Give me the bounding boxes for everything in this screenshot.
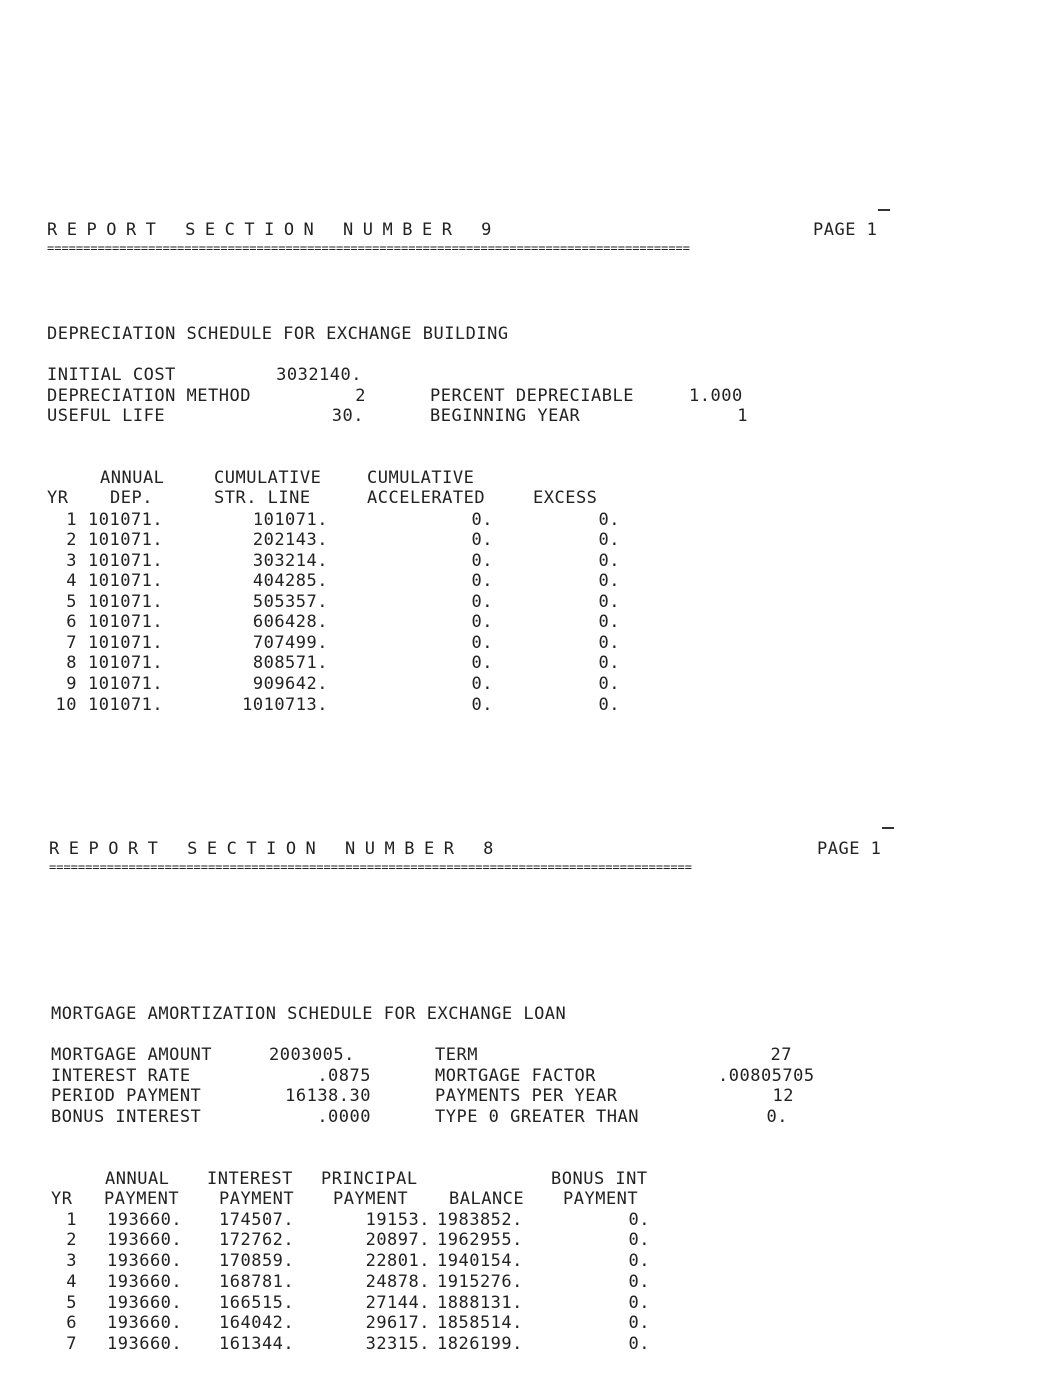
- row-excess: 0.: [598, 571, 620, 591]
- depreciation-method-value: 2: [355, 386, 366, 406]
- row-str: 606428.: [252, 612, 328, 632]
- row-acc: 0.: [471, 674, 493, 694]
- col-interest-payment: PAYMENT: [219, 1189, 295, 1209]
- col-dep: DEP.: [110, 488, 153, 508]
- row-acc: 0.: [471, 695, 493, 715]
- row-balance: 1983852.: [437, 1210, 523, 1230]
- col-annual: ANNUAL: [100, 468, 165, 488]
- mortgage-factor-label: MORTGAGE FACTOR: [435, 1066, 597, 1086]
- mortgage-amount-value: 2003005.: [269, 1045, 355, 1065]
- row-yr: 2: [66, 1230, 77, 1250]
- row-yr: 4: [66, 571, 77, 591]
- row-principal: 20897.: [365, 1230, 430, 1250]
- payments-per-year-value: 12: [772, 1086, 794, 1106]
- row-principal: 22801.: [365, 1251, 430, 1271]
- row-yr: 1: [66, 1210, 77, 1230]
- row-interest: 168781.: [219, 1272, 295, 1292]
- row-balance: 1888131.: [437, 1293, 523, 1313]
- row-excess: 0.: [598, 612, 620, 632]
- mortgage-amount-label: MORTGAGE AMOUNT: [51, 1045, 213, 1065]
- schedule-title: MORTGAGE AMORTIZATION SCHEDULE FOR EXCHANGE LOAN: [51, 1004, 567, 1024]
- page-corner-mark: [882, 827, 894, 829]
- interest-rate-label: INTEREST RATE: [51, 1066, 191, 1086]
- row-balance: 1826199.: [437, 1334, 523, 1354]
- beginning-year-label: BEGINNING YEAR: [430, 406, 581, 426]
- row-yr: 5: [66, 1293, 77, 1313]
- row-interest: 166515.: [219, 1293, 295, 1313]
- row-excess: 0.: [598, 674, 620, 694]
- row-bonus: 0.: [628, 1334, 650, 1354]
- row-dep: 101071.: [88, 612, 164, 632]
- row-balance: 1915276.: [437, 1272, 523, 1292]
- initial-cost-value: 3032140.: [276, 365, 362, 385]
- row-interest: 170859.: [219, 1251, 295, 1271]
- row-yr: 3: [66, 1251, 77, 1271]
- row-yr: 10: [55, 695, 77, 715]
- row-acc: 0.: [471, 633, 493, 653]
- row-yr: 7: [66, 1334, 77, 1354]
- row-interest: 164042.: [219, 1313, 295, 1333]
- row-excess: 0.: [598, 551, 620, 571]
- row-yr: 4: [66, 1272, 77, 1292]
- row-principal: 32315.: [365, 1334, 430, 1354]
- row-annual: 193660.: [107, 1334, 183, 1354]
- initial-cost-label: INITIAL COST: [47, 365, 176, 385]
- col-yr: YR: [47, 488, 69, 508]
- row-yr: 7: [66, 633, 77, 653]
- col-cumulative-str: CUMULATIVE: [214, 468, 322, 488]
- row-annual: 193660.: [107, 1230, 183, 1250]
- col-interest: INTEREST: [207, 1169, 293, 1189]
- row-excess: 0.: [598, 653, 620, 673]
- row-excess: 0.: [598, 633, 620, 653]
- row-str: 101071.: [252, 510, 328, 530]
- schedule-title: DEPRECIATION SCHEDULE FOR EXCHANGE BUILDING: [47, 324, 509, 344]
- bonus-interest-label: BONUS INTEREST: [51, 1107, 202, 1127]
- row-dep: 101071.: [88, 592, 164, 612]
- row-yr: 5: [66, 592, 77, 612]
- page-number: PAGE 1: [813, 220, 878, 240]
- col-principal: PRINCIPAL: [321, 1169, 418, 1189]
- row-balance: 1858514.: [437, 1313, 523, 1333]
- row-dep: 101071.: [88, 551, 164, 571]
- row-balance: 1940154.: [437, 1251, 523, 1271]
- row-principal: 19153.: [365, 1210, 430, 1230]
- bonus-interest-value: .0000: [317, 1107, 371, 1127]
- row-str: 808571.: [252, 653, 328, 673]
- row-principal: 27144.: [365, 1293, 430, 1313]
- col-annual: ANNUAL: [105, 1169, 170, 1189]
- row-dep: 101071.: [88, 571, 164, 591]
- row-annual: 193660.: [107, 1210, 183, 1230]
- row-str: 202143.: [252, 530, 328, 550]
- row-annual: 193660.: [107, 1293, 183, 1313]
- col-bonus-int: BONUS INT: [551, 1169, 648, 1189]
- section-header: REPORT SECTION NUMBER 9: [47, 220, 501, 240]
- row-str: 303214.: [252, 551, 328, 571]
- row-bonus: 0.: [628, 1230, 650, 1250]
- col-bonus-payment: PAYMENT: [563, 1189, 639, 1209]
- row-bonus: 0.: [628, 1293, 650, 1313]
- header-underline: =========================================================================================: [49, 860, 692, 874]
- type-greater-than-value: 0.: [766, 1107, 788, 1127]
- period-payment-value: 16138.30: [285, 1086, 371, 1106]
- row-bonus: 0.: [628, 1210, 650, 1230]
- mortgage-factor-value: .00805705: [718, 1066, 815, 1086]
- term-label: TERM: [435, 1045, 478, 1065]
- row-dep: 101071.: [88, 674, 164, 694]
- row-str: 1010713.: [242, 695, 328, 715]
- row-principal: 29617.: [365, 1313, 430, 1333]
- row-acc: 0.: [471, 571, 493, 591]
- row-interest: 161344.: [219, 1334, 295, 1354]
- col-yr: YR: [51, 1189, 73, 1209]
- row-principal: 24878.: [365, 1272, 430, 1292]
- row-annual: 193660.: [107, 1272, 183, 1292]
- col-str-line: STR. LINE: [214, 488, 311, 508]
- row-dep: 101071.: [88, 695, 164, 715]
- type-greater-than-label: TYPE 0 GREATER THAN: [435, 1107, 639, 1127]
- beginning-year-value: 1: [737, 406, 748, 426]
- row-yr: 8: [66, 653, 77, 673]
- col-excess: EXCESS: [533, 488, 598, 508]
- row-acc: 0.: [471, 653, 493, 673]
- col-cumulative-acc: CUMULATIVE: [367, 468, 475, 488]
- row-yr: 3: [66, 551, 77, 571]
- row-acc: 0.: [471, 530, 493, 550]
- row-interest: 174507.: [219, 1210, 295, 1230]
- row-dep: 101071.: [88, 653, 164, 673]
- period-payment-label: PERIOD PAYMENT: [51, 1086, 202, 1106]
- row-yr: 6: [66, 1313, 77, 1333]
- row-excess: 0.: [598, 510, 620, 530]
- row-excess: 0.: [598, 695, 620, 715]
- row-acc: 0.: [471, 592, 493, 612]
- col-annual-payment: PAYMENT: [104, 1189, 180, 1209]
- section-header: REPORT SECTION NUMBER 8: [49, 839, 503, 859]
- row-acc: 0.: [471, 510, 493, 530]
- row-str: 404285.: [252, 571, 328, 591]
- row-interest: 172762.: [219, 1230, 295, 1250]
- row-balance: 1962955.: [437, 1230, 523, 1250]
- col-principal-payment: PAYMENT: [333, 1189, 409, 1209]
- row-yr: 2: [66, 530, 77, 550]
- percent-depreciable-value: 1.000: [689, 386, 743, 406]
- header-underline: =========================================================================================: [47, 241, 690, 255]
- row-bonus: 0.: [628, 1313, 650, 1333]
- useful-life-value: 30.: [331, 406, 364, 426]
- row-yr: 6: [66, 612, 77, 632]
- useful-life-label: USEFUL LIFE: [47, 406, 166, 426]
- row-str: 505357.: [252, 592, 328, 612]
- row-dep: 101071.: [88, 633, 164, 653]
- col-balance: BALANCE: [449, 1189, 525, 1209]
- row-str: 707499.: [252, 633, 328, 653]
- page-number: PAGE 1: [817, 839, 882, 859]
- row-acc: 0.: [471, 551, 493, 571]
- col-accelerated: ACCELERATED: [367, 488, 486, 508]
- row-yr: 1: [66, 510, 77, 530]
- row-excess: 0.: [598, 592, 620, 612]
- term-value: 27: [770, 1045, 792, 1065]
- row-annual: 193660.: [107, 1251, 183, 1271]
- percent-depreciable-label: PERCENT DEPRECIABLE: [430, 386, 634, 406]
- payments-per-year-label: PAYMENTS PER YEAR: [435, 1086, 618, 1106]
- row-yr: 9: [66, 674, 77, 694]
- row-annual: 193660.: [107, 1313, 183, 1333]
- row-str: 909642.: [252, 674, 328, 694]
- row-excess: 0.: [598, 530, 620, 550]
- row-acc: 0.: [471, 612, 493, 632]
- depreciation-method-label: DEPRECIATION METHOD: [47, 386, 251, 406]
- row-bonus: 0.: [628, 1251, 650, 1271]
- interest-rate-value: .0875: [317, 1066, 371, 1086]
- row-bonus: 0.: [628, 1272, 650, 1292]
- row-dep: 101071.: [88, 530, 164, 550]
- page-corner-mark: [878, 209, 890, 211]
- row-dep: 101071.: [88, 510, 164, 530]
